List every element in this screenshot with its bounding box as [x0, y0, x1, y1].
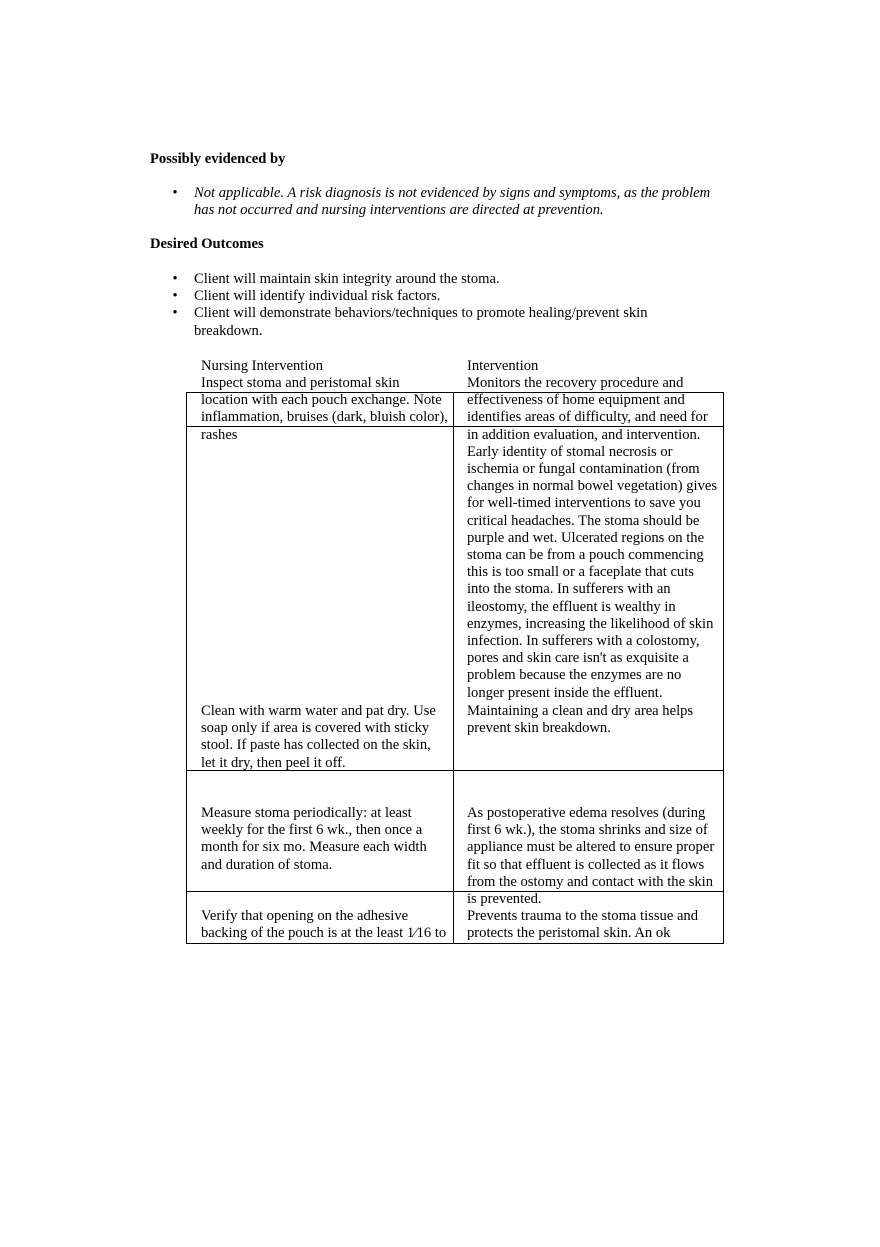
table-rule	[453, 392, 454, 944]
list-item	[170, 271, 730, 288]
list-item	[170, 305, 730, 339]
table-cell-intervention: Clean with warm water and pat dry. Use soap only if area is covered with sticky stool. If paste has collected on the skin, let it dry, then peel it off.	[201, 703, 436, 771]
bullet-icon: •	[172, 185, 178, 201]
table-cell-rationale: Maintaining a clean and dry area helps prevent skin breakdown.	[467, 703, 694, 737]
bullet-icon: •	[172, 305, 178, 322]
list-item-text: Not applicable. A risk diagnosis is not evidenced by signs and symptoms, as the problem has not occurred and nursing interventions are directed at prevention.	[194, 185, 711, 219]
list-item-text: Client will demonstrate behaviors/techniques to promote healing/prevent skin breakdown.	[194, 305, 648, 339]
list-item-text: Client will maintain skin integrity around the stoma.	[194, 271, 500, 287]
table-header-rationale: Intervention	[467, 358, 539, 374]
table-cell-rationale: As postoperative edema resolves (during first 6 wk.), the stoma shrinks and size of appliance must be altered to ensure proper fit so that effluent is collected as it flows from the ostomy and contact with the skin is prevented.	[467, 805, 715, 908]
section-heading-evidenced: Possibly evidenced by	[150, 151, 286, 167]
outcomes-list	[170, 271, 730, 340]
table-rule	[186, 392, 187, 944]
section-heading-outcomes: Desired Outcomes	[150, 236, 264, 252]
list-item	[170, 185, 730, 219]
table-cell-intervention: Inspect stoma and peristomal skin location with each pouch exchange. Note inflammation, bruises (dark, bluish color), rashes	[201, 375, 448, 443]
table-cell-intervention: Measure stoma periodically: at least weekly for the first 6 wk., then once a month for six mo. Measure each width and duration of stoma.	[201, 805, 427, 873]
list-item-text: Client will identify individual risk factors.	[194, 288, 441, 305]
bullet-icon: •	[172, 288, 178, 305]
bullet-icon: •	[172, 271, 178, 287]
evidenced-list	[170, 185, 730, 219]
list-item	[170, 288, 730, 305]
table-header-intervention: Nursing Intervention	[201, 358, 323, 374]
table-rule	[186, 943, 724, 944]
table-cell-rationale: Prevents trauma to the stoma tissue and protects the peristomal skin. An ok	[467, 908, 699, 942]
table-cell-intervention: Verify that opening on the adhesive backing of the pouch is at the least 1⁄16 to	[201, 908, 447, 942]
table-cell-rationale: Monitors the recovery procedure and effectiveness of home equipment and identifies areas of difficulty, and need for in addition evaluation, and intervention. Early identity of stomal necrosis or ischemia or fungal contamination (from changes in normal bowel vegetation) gives for well-timed interventions to save you critical headaches. The stoma should be purple and wet. Ulcerated regions on the stoma can be from a pouch commencing this is too small or a faceplate that cuts into the stoma. In sufferers with an ileostomy, the effluent is wealthy in enzymes, increasing the likelihood of skin infection. In sufferers with a colostomy, pores and skin care isn't as exquisite a problem because the enzymes are no longer present inside the effluent.	[467, 375, 718, 701]
